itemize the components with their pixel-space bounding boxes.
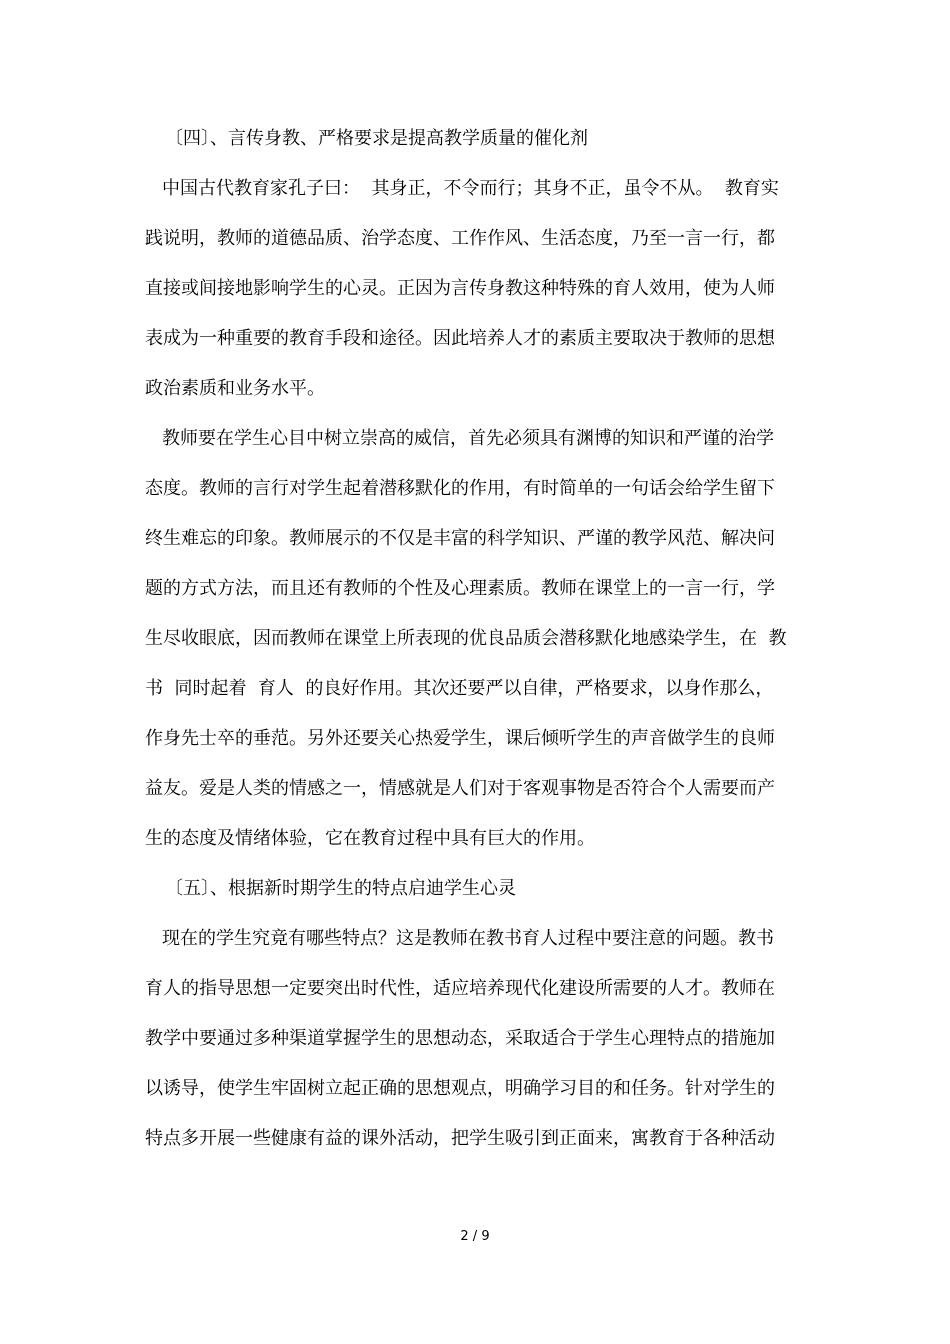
- page-number: 2 / 9: [460, 1229, 490, 1244]
- paragraph-3-line-2: 育人的指导思想一定要突出时代性，适应培养现代化建设所需要的人才。教师在: [145, 978, 775, 999]
- paragraph-2-line-2: 态度。教师的言行对学生起着潜移默化的作用，有时简单的一句话会给学生留下: [145, 478, 775, 499]
- paragraph-2-line-7: 作身先士卒的垂范。另外还要关心热爱学生，课后倾听学生的声音做学生的良师: [145, 728, 775, 749]
- paragraph-2-line-1: 教师要在学生心目中树立崇高的威信，首先必须具有渊博的知识和严谨的治学: [162, 428, 774, 449]
- paragraph-1-line-2: 践说明，教师的道德品质、治学态度、工作作风、生活态度，乃至一言一行，都: [145, 228, 775, 249]
- paragraph-2-line-3: 终生难忘的印象。教师展示的不仅是丰富的科学知识、严谨的教学风范、解决问: [145, 528, 775, 549]
- section-heading-4: 〔四〕、言传身教、严格要求是提高教学质量的催化剂: [165, 128, 588, 149]
- paragraph-2-line-9: 生的态度及情绪体验，它在教育过程中具有巨大的作用。: [145, 828, 595, 849]
- section-heading-5: 〔五〕、根据新时期学生的特点启迪学生心灵: [165, 878, 516, 899]
- paragraph-2-line-5: 生尽收眼底，因而教师在课堂上所表现的优良品质会潜移默化地感染学生，在 教: [145, 628, 787, 649]
- paragraph-1-line-1: 中国古代教育家孔子曰： 其身正，不令而行；其身不正，虽令不从。 教育实: [162, 178, 779, 199]
- paragraph-1-line-5: 政治素质和业务水平。: [145, 378, 325, 399]
- paragraph-2-line-8: 益友。爱是人类的情感之一，情感就是人们对于客观事物是否符合个人需要而产: [145, 778, 775, 799]
- paragraph-3-line-3: 教学中要通过多种渠道掌握学生的思想动态，采取适合于学生心理特点的措施加: [145, 1028, 775, 1049]
- paragraph-2-line-6: 书 同时起着 育人 的良好作用。其次还要严以自律，严格要求，以身作那么，: [145, 678, 774, 699]
- paragraph-1-line-4: 表成为一种重要的教育手段和途径。因此培养人才的素质主要取决于教师的思想: [145, 328, 775, 349]
- paragraph-2-line-4: 题的方式方法，而且还有教师的个性及心理素质。教师在课堂上的一言一行，学: [145, 578, 775, 599]
- paragraph-1-line-3: 直接或间接地影响学生的心灵。正因为言传身教这种特殊的育人效用，使为人师: [145, 278, 775, 299]
- paragraph-3-line-5: 特点多开展一些健康有益的课外活动，把学生吸引到正面来，寓教育于各种活动: [145, 1128, 775, 1149]
- paragraph-3-line-1: 现在的学生究竟有哪些特点？这是教师在教书育人过程中要注意的问题。教书: [162, 928, 774, 949]
- paragraph-3-line-4: 以诱导，使学生牢固树立起正确的思想观点，明确学习目的和任务。针对学生的: [145, 1078, 775, 1099]
